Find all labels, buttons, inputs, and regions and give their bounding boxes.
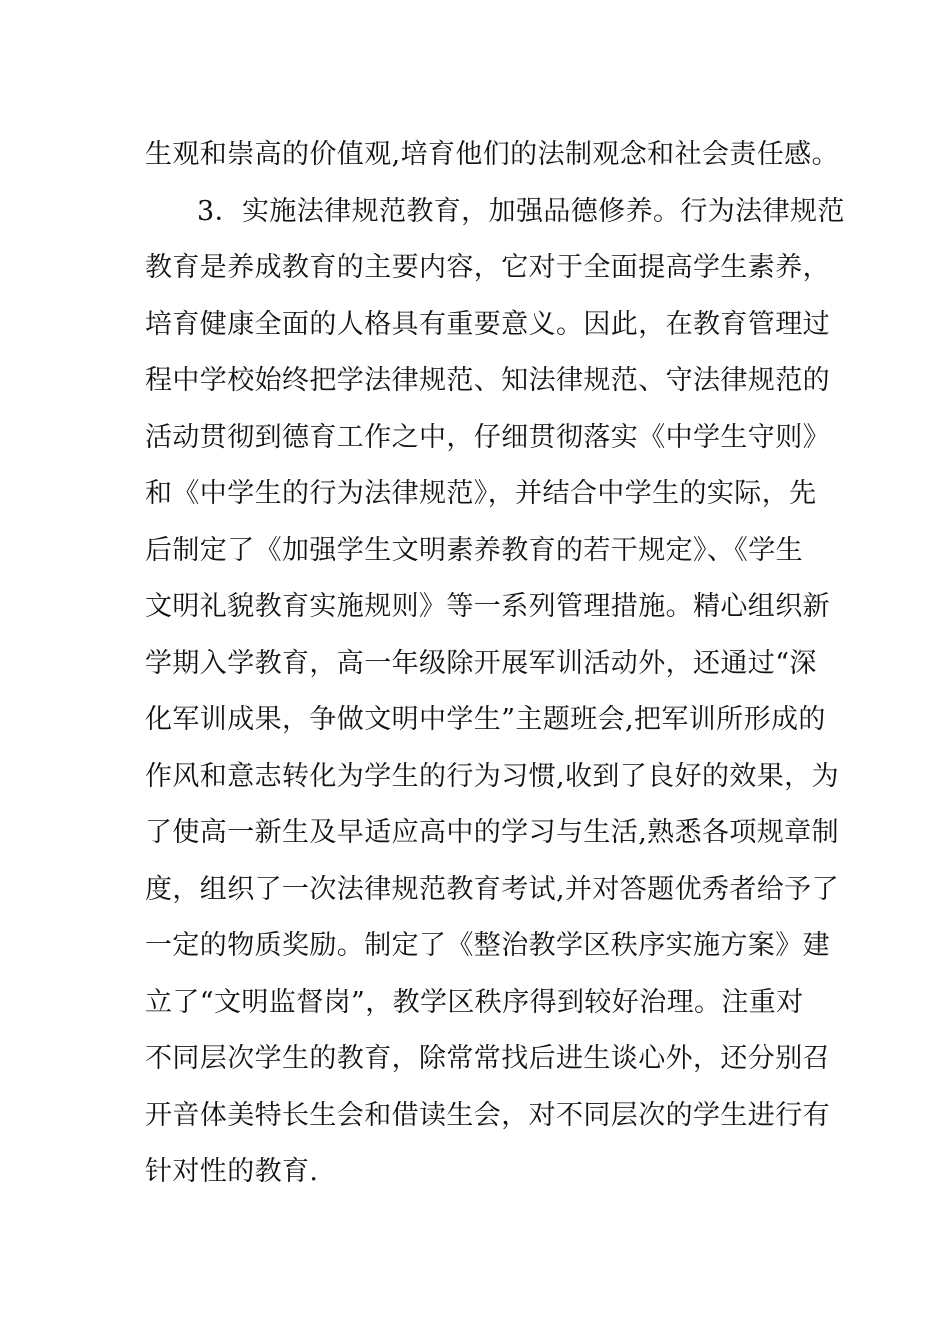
text-line: 作风和意志转化为学生的行为习惯,收到了良好的效果，为 [145, 760, 839, 792]
text-line: 后制定了《加强学生文明素养教育的若干规定》、《学生 [145, 534, 803, 566]
text-line: 度，组织了一次法律规范教育考试,并对答题优秀者给予了 [145, 873, 839, 905]
text-line: 程中学校始终把学法律规范、知法律规范、守法律规范的 [145, 365, 830, 396]
text-line: 一定的物质奖励。制定了《整治教学区秩序实施方案》建 [145, 930, 830, 961]
text-line: 文明礼貌教育实施规则》等一系列管理措施。精心组织新 [145, 591, 830, 622]
text-line: 针对性的教育. [145, 1156, 319, 1187]
text-line: 立了“文明监督岗”，教学区秩序得到较好治理。注重对 [145, 986, 804, 1018]
text-line: 化军训成果，争做文明中学生”主题班会,把军训所形成的 [145, 704, 826, 735]
paragraph-first-line: 3．实施法律规范教育，加强品德修养。行为法律规范 [197, 195, 845, 227]
text-line: 不同层次学生的教育，除常常找后进生谈心外，还分别召 [145, 1043, 830, 1074]
text-line: 学期入学教育，高一年级除开展军训活动外，还通过“深 [145, 647, 817, 679]
text-line: 生观和崇高的价值观,培育他们的法制观念和社会责任感。 [145, 139, 839, 170]
text-line: 教育是养成教育的主要内容，它对于全面提高学生素养， [145, 252, 830, 283]
text-line: 培育健康全面的人格具有重要意义。因此，在教育管理过 [145, 308, 830, 340]
text-line: 和《中学生的行为法律规范》，并结合中学生的实际，先 [145, 478, 817, 509]
text-line: 了使高一新生及早适应高中的学习与生活,熟悉各项规章制 [145, 817, 839, 848]
text-line: 活动贯彻到德育工作之中，仔细贯彻落实《中学生守则》 [145, 421, 830, 453]
text-line: 开音体美特长生会和借读生会，对不同层次的学生进行有 [145, 1099, 830, 1131]
body-text [145, 127, 845, 1201]
